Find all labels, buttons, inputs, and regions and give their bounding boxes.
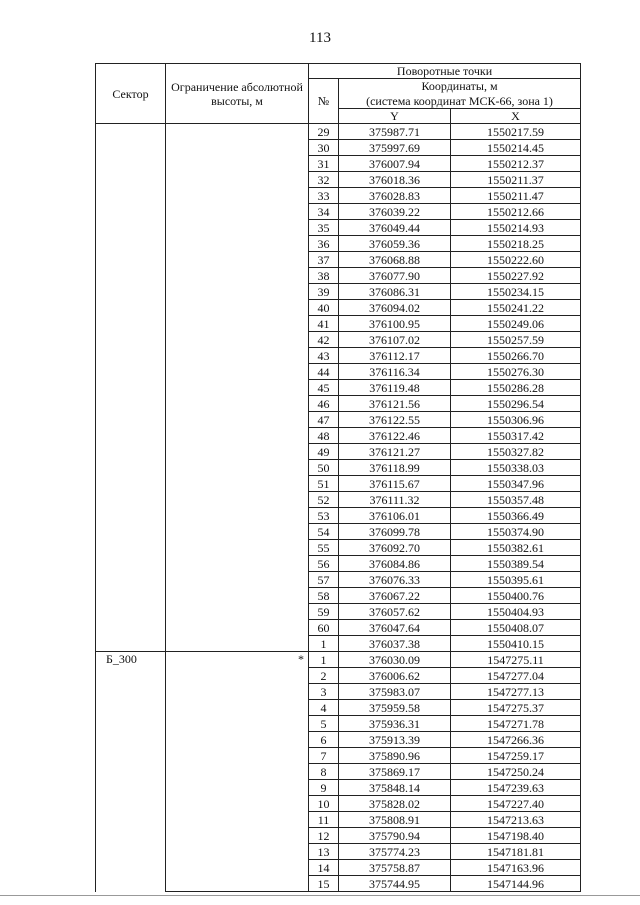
y-coordinate-cell: 376067.22 [339,588,451,604]
y-coordinate-cell: 376057.62 [339,604,451,620]
x-coordinate-cell: 1547213.63 [451,812,581,828]
y-coordinate-cell: 376039.22 [339,204,451,220]
x-coordinate-cell: 1550218.25 [451,236,581,252]
point-number-cell: 11 [309,812,339,828]
point-number-cell: 15 [309,876,339,892]
x-coordinate-cell: 1550317.42 [451,428,581,444]
y-coordinate-cell: 375997.69 [339,140,451,156]
header-coords: Координаты, м [339,79,581,94]
x-coordinate-cell: 1550212.37 [451,156,581,172]
y-coordinate-cell: 376121.27 [339,444,451,460]
y-coordinate-cell: 375959.58 [339,700,451,716]
x-coordinate-cell: 1550296.54 [451,396,581,412]
coordinates-table-wrap [95,63,580,892]
y-coordinate-cell: 375890.96 [339,748,451,764]
x-coordinate-cell: 1550276.30 [451,364,581,380]
point-number-cell: 40 [309,300,339,316]
point-number-cell: 58 [309,588,339,604]
y-coordinate-cell: 376119.48 [339,380,451,396]
y-coordinate-cell: 375848.14 [339,780,451,796]
point-number-cell: 51 [309,476,339,492]
point-number-cell: 44 [309,364,339,380]
x-coordinate-cell: 1550395.61 [451,572,581,588]
x-coordinate-cell: 1550214.45 [451,140,581,156]
x-coordinate-cell: 1547271.78 [451,716,581,732]
point-number-cell: 50 [309,460,339,476]
y-coordinate-cell: 376084.86 [339,556,451,572]
point-number-cell: 48 [309,428,339,444]
point-number-cell: 46 [309,396,339,412]
point-number-cell: 38 [309,268,339,284]
y-coordinate-cell: 376068.88 [339,252,451,268]
point-number-cell: 47 [309,412,339,428]
point-number-cell: 14 [309,860,339,876]
x-coordinate-cell: 1550404.93 [451,604,581,620]
point-number-cell: 59 [309,604,339,620]
y-coordinate-cell: 376028.83 [339,188,451,204]
y-coordinate-cell: 376118.99 [339,460,451,476]
x-coordinate-cell: 1550347.96 [451,476,581,492]
x-coordinate-cell: 1547275.37 [451,700,581,716]
x-coordinate-cell: 1547181.81 [451,844,581,860]
y-coordinate-cell: 376106.01 [339,508,451,524]
point-number-cell: 29 [309,124,339,140]
point-number-cell: 49 [309,444,339,460]
point-number-cell: 39 [309,284,339,300]
sector-cell: Б_300 [96,652,166,892]
x-coordinate-cell: 1550357.48 [451,492,581,508]
x-coordinate-cell: 1550389.54 [451,556,581,572]
y-coordinate-cell: 375808.91 [339,812,451,828]
point-number-cell: 55 [309,540,339,556]
x-coordinate-cell: 1550410.15 [451,636,581,652]
x-coordinate-cell: 1550338.03 [451,460,581,476]
point-number-cell: 56 [309,556,339,572]
table-body [96,124,581,892]
y-coordinate-cell: 375744.95 [339,876,451,892]
x-coordinate-cell: 1550257.59 [451,332,581,348]
y-coordinate-cell: 376007.94 [339,156,451,172]
x-coordinate-cell: 1550249.06 [451,316,581,332]
y-coordinate-cell: 376047.64 [339,620,451,636]
x-coordinate-cell: 1550241.22 [451,300,581,316]
point-number-cell: 7 [309,748,339,764]
y-coordinate-cell: 375758.87 [339,860,451,876]
point-number-cell: 35 [309,220,339,236]
y-coordinate-cell: 376049.44 [339,220,451,236]
header-x: X [451,109,581,124]
header-y: Y [339,109,451,124]
y-coordinate-cell: 376092.70 [339,540,451,556]
x-coordinate-cell: 1550211.47 [451,188,581,204]
x-coordinate-cell: 1547239.63 [451,780,581,796]
x-coordinate-cell: 1550366.49 [451,508,581,524]
limit-cell: * [166,652,309,892]
x-coordinate-cell: 1547259.17 [451,748,581,764]
point-number-cell: 1 [309,636,339,652]
x-coordinate-cell: 1547266.36 [451,732,581,748]
point-number-cell: 52 [309,492,339,508]
y-coordinate-cell: 375936.31 [339,716,451,732]
x-coordinate-cell: 1547163.96 [451,860,581,876]
point-number-cell: 43 [309,348,339,364]
x-coordinate-cell: 1547277.04 [451,668,581,684]
y-coordinate-cell: 376111.32 [339,492,451,508]
x-coordinate-cell: 1550400.76 [451,588,581,604]
point-number-cell: 30 [309,140,339,156]
point-number-cell: 4 [309,700,339,716]
point-number-cell: 54 [309,524,339,540]
point-number-cell: 33 [309,188,339,204]
y-coordinate-cell: 376006.62 [339,668,451,684]
y-coordinate-cell: 376037.38 [339,636,451,652]
table-row [96,652,581,668]
y-coordinate-cell: 376115.67 [339,476,451,492]
x-coordinate-cell: 1550374.90 [451,524,581,540]
y-coordinate-cell: 376112.17 [339,348,451,364]
point-number-cell: 8 [309,764,339,780]
coordinates-table [95,63,581,892]
table-row [96,124,581,140]
point-number-cell: 34 [309,204,339,220]
y-coordinate-cell: 376086.31 [339,284,451,300]
x-coordinate-cell: 1550217.59 [451,124,581,140]
y-coordinate-cell: 376076.33 [339,572,451,588]
x-coordinate-cell: 1547250.24 [451,764,581,780]
point-number-cell: 41 [309,316,339,332]
x-coordinate-cell: 1550306.96 [451,412,581,428]
point-number-cell: 12 [309,828,339,844]
x-coordinate-cell: 1550286.28 [451,380,581,396]
x-coordinate-cell: 1550214.93 [451,220,581,236]
x-coordinate-cell: 1550266.70 [451,348,581,364]
header-num: № [309,79,339,124]
y-coordinate-cell: 376077.90 [339,268,451,284]
y-coordinate-cell: 376100.95 [339,316,451,332]
point-number-cell: 32 [309,172,339,188]
point-number-cell: 2 [309,668,339,684]
y-coordinate-cell: 376116.34 [339,364,451,380]
point-number-cell: 45 [309,380,339,396]
y-coordinate-cell: 375774.23 [339,844,451,860]
x-coordinate-cell: 1547144.96 [451,876,581,892]
y-coordinate-cell: 376059.36 [339,236,451,252]
x-coordinate-cell: 1550227.92 [451,268,581,284]
point-number-cell: 37 [309,252,339,268]
x-coordinate-cell: 1550211.37 [451,172,581,188]
y-coordinate-cell: 375987.71 [339,124,451,140]
x-coordinate-cell: 1547198.40 [451,828,581,844]
x-coordinate-cell: 1550408.07 [451,620,581,636]
x-coordinate-cell: 1547275.11 [451,652,581,668]
y-coordinate-cell: 376122.46 [339,428,451,444]
sector-cell [96,124,166,652]
header-limit: Ограничение абсолютной высоты, м [166,64,309,124]
limit-cell [166,124,309,652]
y-coordinate-cell: 375828.02 [339,796,451,812]
x-coordinate-cell: 1547277.13 [451,684,581,700]
page-number: 113 [309,30,331,46]
y-coordinate-cell: 375913.39 [339,732,451,748]
point-number-cell: 3 [309,684,339,700]
point-number-cell: 1 [309,652,339,668]
point-number-cell: 42 [309,332,339,348]
point-number-cell: 36 [309,236,339,252]
point-number-cell: 5 [309,716,339,732]
y-coordinate-cell: 376030.09 [339,652,451,668]
y-coordinate-cell: 376122.55 [339,412,451,428]
header-sector: Сектор [96,64,166,124]
x-coordinate-cell: 1550212.66 [451,204,581,220]
point-number-cell: 60 [309,620,339,636]
point-number-cell: 53 [309,508,339,524]
y-coordinate-cell: 375869.17 [339,764,451,780]
header-system: (система координат МСК-66, зона 1) [339,94,581,109]
point-number-cell: 57 [309,572,339,588]
point-number-cell: 10 [309,796,339,812]
y-coordinate-cell: 376121.56 [339,396,451,412]
x-coordinate-cell: 1550222.60 [451,252,581,268]
page-bottom-line [0,895,640,896]
point-number-cell: 9 [309,780,339,796]
x-coordinate-cell: 1547227.40 [451,796,581,812]
y-coordinate-cell: 375790.94 [339,828,451,844]
x-coordinate-cell: 1550382.61 [451,540,581,556]
x-coordinate-cell: 1550327.82 [451,444,581,460]
header-turning-points: Поворотные точки [309,64,581,79]
y-coordinate-cell: 376107.02 [339,332,451,348]
y-coordinate-cell: 376094.02 [339,300,451,316]
x-coordinate-cell: 1550234.15 [451,284,581,300]
y-coordinate-cell: 376099.78 [339,524,451,540]
point-number-cell: 6 [309,732,339,748]
y-coordinate-cell: 376018.36 [339,172,451,188]
point-number-cell: 31 [309,156,339,172]
y-coordinate-cell: 375983.07 [339,684,451,700]
point-number-cell: 13 [309,844,339,860]
table-header [96,64,581,124]
